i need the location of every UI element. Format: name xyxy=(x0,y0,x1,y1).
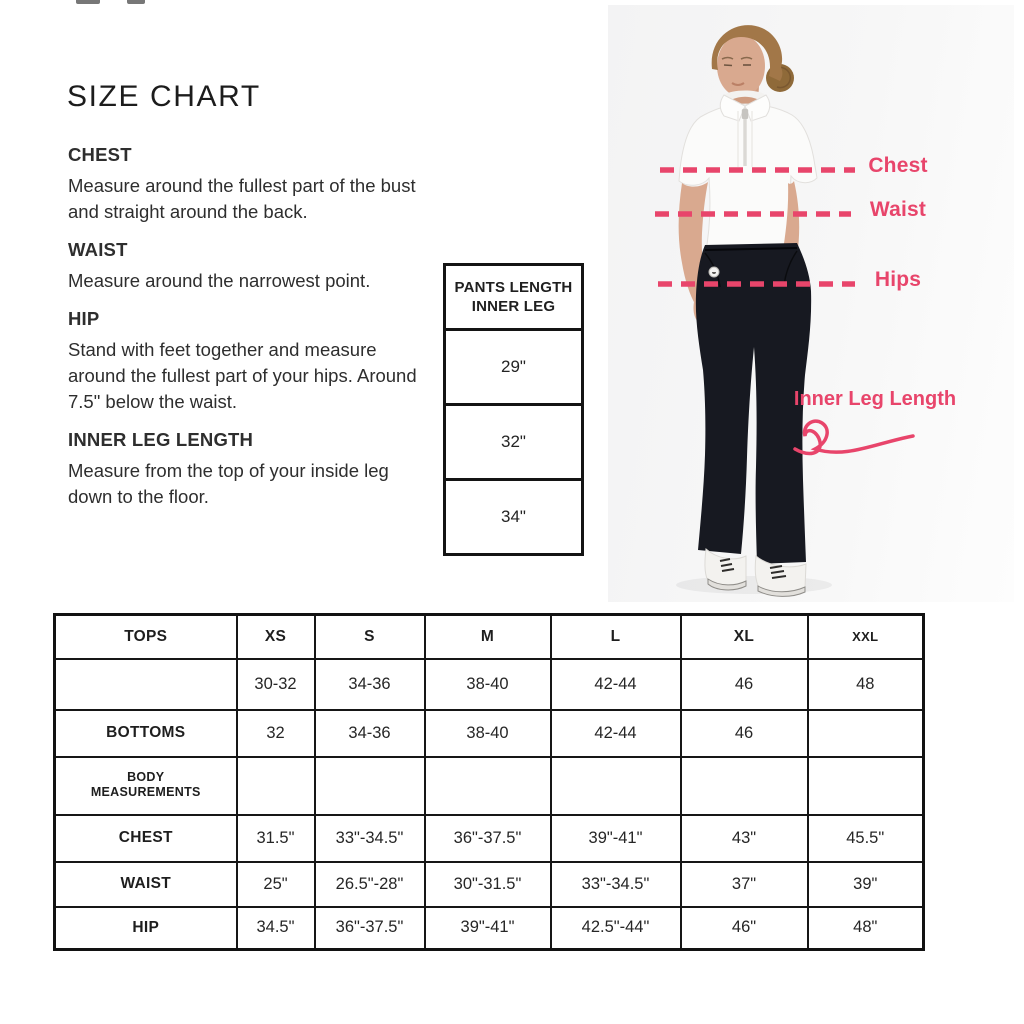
face xyxy=(717,35,765,97)
measurement-guide xyxy=(68,144,420,524)
model-illustration xyxy=(608,5,1014,602)
guide-section-chest xyxy=(68,144,420,225)
zipper-pull xyxy=(742,109,748,119)
size-table-cell xyxy=(551,757,681,815)
size-table-cell: 42-44 xyxy=(551,710,681,757)
guide-text: Measure from the top of your inside leg down to the floor. xyxy=(68,460,389,507)
inner-leg-label: Inner Leg Length xyxy=(793,388,957,410)
size-table-cell: 34.5" xyxy=(237,907,315,950)
size-table-cell xyxy=(808,710,924,757)
model-figure xyxy=(679,25,817,596)
pants-header-line2: INNER LEG xyxy=(471,298,556,315)
size-table-cell xyxy=(237,757,315,815)
size-table-cell: 33"-34.5" xyxy=(315,815,425,862)
size-table-row xyxy=(55,659,924,710)
guide-section-inner-leg xyxy=(68,429,420,510)
size-table-cell: 42.5"-44" xyxy=(551,907,681,950)
size-table-cell: 46" xyxy=(681,907,808,950)
size-table-cell: 30"-31.5" xyxy=(425,862,551,907)
size-table xyxy=(53,613,925,951)
size-table-cell: 34-36 xyxy=(315,659,425,710)
size-table-cell: 38-40 xyxy=(425,710,551,757)
size-table-cell: 32 xyxy=(237,710,315,757)
floor-shadow xyxy=(676,576,832,594)
size-table-row xyxy=(55,907,924,950)
size-table-row xyxy=(55,862,924,907)
size-table-cell: 38-40 xyxy=(425,659,551,710)
size-table-row xyxy=(55,815,924,862)
size-table-row-label xyxy=(55,710,237,757)
size-table-col-header: XXL xyxy=(808,615,924,659)
size-table-corner-header: TOPS xyxy=(55,615,237,659)
guide-text: Measure around the narrowest point. xyxy=(68,270,371,291)
size-table-cell: 30-32 xyxy=(237,659,315,710)
size-table-cell: 39"-41" xyxy=(425,907,551,950)
cropped-artifact xyxy=(127,0,145,4)
size-table-row xyxy=(55,757,924,815)
waist-label: Waist xyxy=(869,198,927,221)
size-table-cell: 34-36 xyxy=(315,710,425,757)
size-table-col-header: S xyxy=(315,615,425,659)
row-label-text: WAIST xyxy=(120,875,172,892)
size-table-cell: 42-44 xyxy=(551,659,681,710)
size-table-cell xyxy=(681,757,808,815)
size-table-row xyxy=(55,710,924,757)
pants-length-table xyxy=(443,263,584,556)
size-table-row-label xyxy=(55,659,237,710)
heart-squiggle xyxy=(795,421,913,453)
guide-heading: WAIST xyxy=(68,239,128,260)
cropped-artifact xyxy=(76,0,100,4)
eye-left xyxy=(724,65,732,66)
size-table-body xyxy=(55,615,924,950)
guide-heading: CHEST xyxy=(68,144,132,165)
size-table-cell: 33"-34.5" xyxy=(551,862,681,907)
model-photo xyxy=(608,5,1014,602)
row-label-text: CHEST xyxy=(118,829,173,846)
size-table-cell: 25" xyxy=(237,862,315,907)
pants-header-line1: PANTS LENGTH xyxy=(454,279,573,296)
size-table-cell: 48" xyxy=(808,907,924,950)
size-table-cell: 36"-37.5" xyxy=(425,815,551,862)
page-title: SIZE CHART xyxy=(67,80,261,113)
size-table-col-header: XL xyxy=(681,615,808,659)
pants-length-value: 32" xyxy=(446,406,581,481)
size-table-cell: 31.5" xyxy=(237,815,315,862)
size-table-cell: 37" xyxy=(681,862,808,907)
size-table-cell: 26.5"-28" xyxy=(315,862,425,907)
size-table-cell: 45.5" xyxy=(808,815,924,862)
size-table-row-label xyxy=(55,862,237,907)
size-table-cell: 39" xyxy=(808,862,924,907)
chest-label: Chest xyxy=(868,154,928,177)
pants-length-value: 29" xyxy=(446,331,581,406)
row-label-text: BODY MEASUREMENTS xyxy=(90,770,201,799)
size-table-cell: 46 xyxy=(681,659,808,710)
pants-length-table-header xyxy=(446,266,581,331)
hips-label: Hips xyxy=(874,268,922,291)
pants-length-value: 34" xyxy=(501,507,526,526)
size-table-cell: 46 xyxy=(681,710,808,757)
guide-heading: HIP xyxy=(68,308,100,329)
size-table-cell: 36"-37.5" xyxy=(315,907,425,950)
guide-section-hip xyxy=(68,308,420,415)
row-label-text: HIP xyxy=(132,918,160,936)
size-table-cell xyxy=(315,757,425,815)
size-table-cell xyxy=(808,757,924,815)
size-table-row-label xyxy=(55,815,237,862)
size-table-cell: 43" xyxy=(681,815,808,862)
size-table-header-row xyxy=(55,615,924,659)
size-table-col-header: M xyxy=(425,615,551,659)
size-table-cell: 48 xyxy=(808,659,924,710)
size-table-cell xyxy=(425,757,551,815)
size-table-row-label xyxy=(55,757,237,815)
guide-text: Stand with feet together and measure around the fullest part of your hips. Around 7.5" below the waist. xyxy=(68,339,417,412)
size-table-col-header: L xyxy=(551,615,681,659)
row-label-text: BOTTOMS xyxy=(106,724,186,741)
guide-section-waist xyxy=(68,239,420,294)
size-table-col-header: XS xyxy=(237,615,315,659)
size-table-row-label xyxy=(55,907,237,950)
guide-text: Measure around the fullest part of the bust and straight around the back. xyxy=(68,175,416,222)
size-table-cell: 39"-41" xyxy=(551,815,681,862)
guide-heading: INNER LEG LENGTH xyxy=(68,429,254,450)
